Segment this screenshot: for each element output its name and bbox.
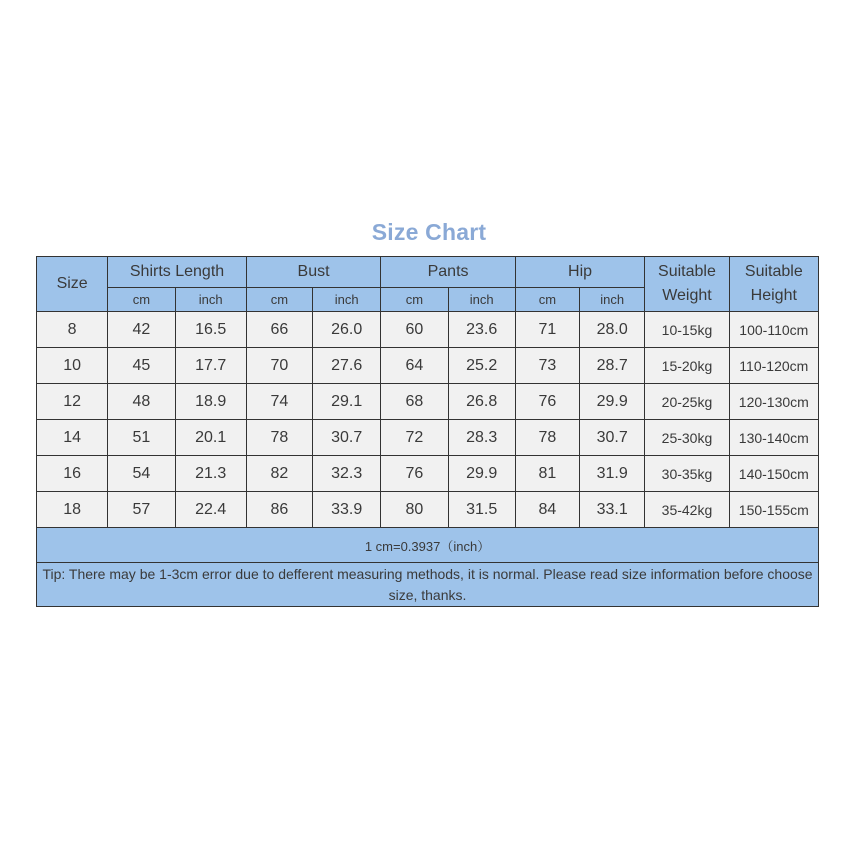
cell-shirt-inch: 16.5	[175, 312, 246, 348]
cell-pants-inch: 26.8	[448, 384, 515, 420]
unit-cm: cm	[246, 288, 312, 312]
cell-size: 8	[37, 312, 108, 348]
cell-shirt-cm: 48	[108, 384, 175, 420]
size-chart-table	[36, 256, 819, 607]
cell-pants-cm: 80	[381, 492, 448, 528]
cell-hip-cm: 84	[515, 492, 579, 528]
cell-bust-cm: 82	[246, 456, 312, 492]
cell-shirt-cm: 51	[108, 420, 175, 456]
cell-hip-cm: 81	[515, 456, 579, 492]
cell-bust-cm: 70	[246, 348, 312, 384]
cell-pants-inch: 23.6	[448, 312, 515, 348]
table-row	[37, 492, 819, 528]
cell-bust-inch: 29.1	[313, 384, 381, 420]
cell-height: 130-140cm	[729, 420, 818, 456]
cell-hip-inch: 33.1	[580, 492, 645, 528]
cell-bust-cm: 78	[246, 420, 312, 456]
cell-pants-cm: 76	[381, 456, 448, 492]
table-row	[37, 456, 819, 492]
cell-pants-cm: 60	[381, 312, 448, 348]
header-size: Size	[37, 257, 108, 312]
cell-shirt-inch: 21.3	[175, 456, 246, 492]
cell-hip-inch: 29.9	[580, 384, 645, 420]
cell-height: 110-120cm	[729, 348, 818, 384]
cell-weight: 35-42kg	[645, 492, 729, 528]
cell-bust-inch: 32.3	[313, 456, 381, 492]
cell-bust-cm: 74	[246, 384, 312, 420]
tip-note: Tip: There may be 1-3cm error due to defferent measuring methods, it is normal. Please read size information before choose size, thanks.	[37, 563, 819, 607]
cell-size: 16	[37, 456, 108, 492]
cell-height: 100-110cm	[729, 312, 818, 348]
cell-pants-inch: 28.3	[448, 420, 515, 456]
cell-weight: 30-35kg	[645, 456, 729, 492]
cell-shirt-cm: 57	[108, 492, 175, 528]
header-pants: Pants	[381, 257, 516, 288]
cell-bust-inch: 26.0	[313, 312, 381, 348]
cell-pants-inch: 31.5	[448, 492, 515, 528]
cell-size: 10	[37, 348, 108, 384]
cell-shirt-inch: 17.7	[175, 348, 246, 384]
cell-bust-cm: 66	[246, 312, 312, 348]
cell-size: 18	[37, 492, 108, 528]
table-row	[37, 312, 819, 348]
header-row-main	[37, 257, 819, 288]
cell-pants-inch: 25.2	[448, 348, 515, 384]
cell-shirt-inch: 22.4	[175, 492, 246, 528]
cell-hip-inch: 28.7	[580, 348, 645, 384]
cell-hip-cm: 78	[515, 420, 579, 456]
header-suitable-weight: Suitable Weight	[645, 257, 729, 312]
cell-hip-cm: 76	[515, 384, 579, 420]
cell-hip-inch: 28.0	[580, 312, 645, 348]
cell-shirt-inch: 18.9	[175, 384, 246, 420]
cell-bust-inch: 33.9	[313, 492, 381, 528]
tip-row	[37, 563, 819, 607]
cell-height: 150-155cm	[729, 492, 818, 528]
cell-weight: 15-20kg	[645, 348, 729, 384]
cell-height: 120-130cm	[729, 384, 818, 420]
cell-weight: 25-30kg	[645, 420, 729, 456]
cell-size: 14	[37, 420, 108, 456]
cell-pants-inch: 29.9	[448, 456, 515, 492]
table-row	[37, 348, 819, 384]
cell-bust-inch: 30.7	[313, 420, 381, 456]
unit-inch: inch	[580, 288, 645, 312]
cell-hip-inch: 30.7	[580, 420, 645, 456]
cell-shirt-cm: 54	[108, 456, 175, 492]
cell-height: 140-150cm	[729, 456, 818, 492]
cell-shirt-cm: 42	[108, 312, 175, 348]
unit-cm: cm	[108, 288, 175, 312]
cell-hip-cm: 71	[515, 312, 579, 348]
cell-pants-cm: 64	[381, 348, 448, 384]
cell-bust-cm: 86	[246, 492, 312, 528]
unit-cm: cm	[515, 288, 579, 312]
cell-pants-cm: 72	[381, 420, 448, 456]
cell-size: 12	[37, 384, 108, 420]
page-title: Size Chart	[371, 219, 487, 245]
cell-hip-cm: 73	[515, 348, 579, 384]
cell-pants-cm: 68	[381, 384, 448, 420]
conversion-note: 1 cm=0.3937（inch）	[37, 528, 819, 563]
cell-weight: 10-15kg	[645, 312, 729, 348]
unit-cm: cm	[381, 288, 448, 312]
unit-inch: inch	[313, 288, 381, 312]
conversion-row	[37, 528, 819, 563]
unit-inch: inch	[175, 288, 246, 312]
table-row	[37, 384, 819, 420]
cell-weight: 20-25kg	[645, 384, 729, 420]
header-hip: Hip	[515, 257, 644, 288]
cell-shirt-cm: 45	[108, 348, 175, 384]
cell-bust-inch: 27.6	[313, 348, 381, 384]
header-suitable-height: Suitable Height	[729, 257, 818, 312]
table-row	[37, 420, 819, 456]
cell-shirt-inch: 20.1	[175, 420, 246, 456]
unit-inch: inch	[448, 288, 515, 312]
cell-hip-inch: 31.9	[580, 456, 645, 492]
header-bust: Bust	[246, 257, 381, 288]
header-shirts-length: Shirts Length	[108, 257, 247, 288]
